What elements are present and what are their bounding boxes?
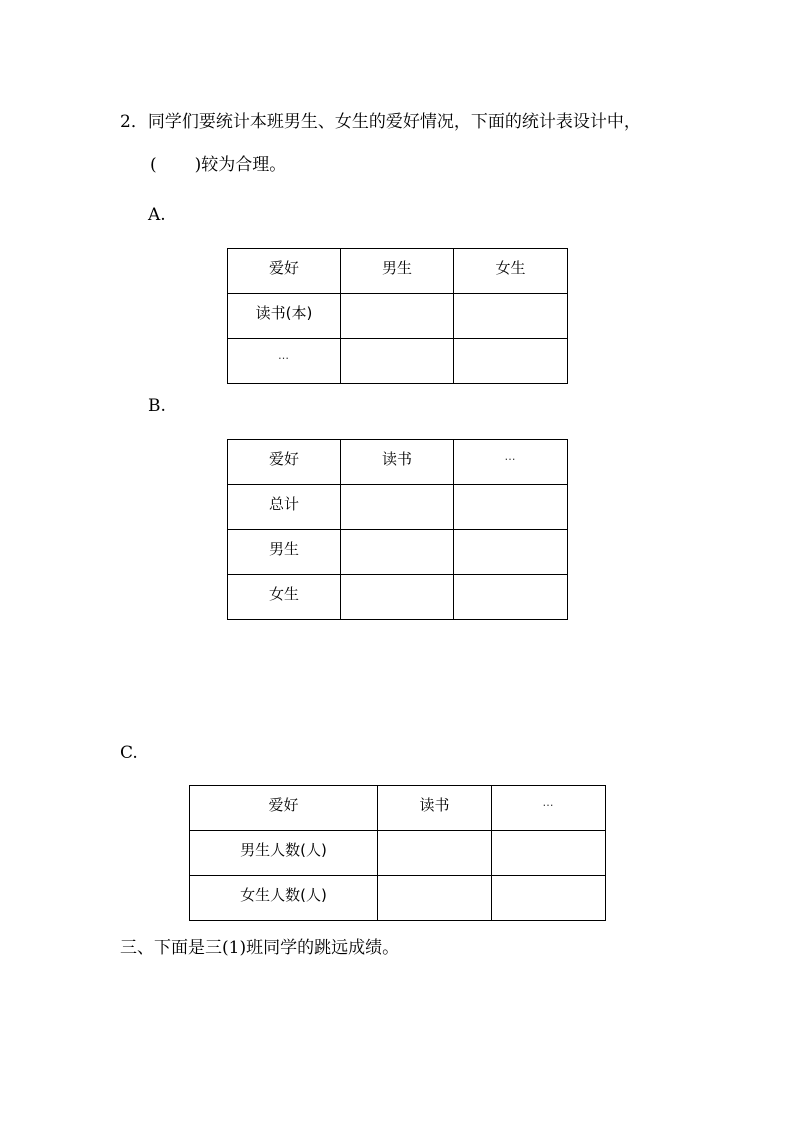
- table-cell: …: [454, 440, 568, 485]
- table-cell: [454, 575, 568, 620]
- option-b-label: B.: [148, 396, 166, 416]
- table-row: [190, 876, 606, 921]
- table-row: [228, 530, 568, 575]
- table-cell: 男生: [228, 530, 341, 575]
- table-cell: 爱好: [228, 440, 341, 485]
- table-cell: 女生人数(人): [190, 876, 378, 921]
- table-cell: 爱好: [190, 786, 378, 831]
- table-cell: [454, 485, 568, 530]
- table-cell: 女生: [228, 575, 341, 620]
- table-row: [190, 786, 606, 831]
- table-cell: [341, 294, 454, 339]
- table-cell: [454, 339, 568, 384]
- table-cell: [492, 876, 606, 921]
- table-cell: [378, 831, 492, 876]
- table-cell: [341, 530, 454, 575]
- option-a-label: A.: [148, 205, 166, 225]
- question-2-line-2: [150, 150, 286, 175]
- paren-open: (: [150, 155, 157, 175]
- question-text: 同学们要统计本班男生、女生的爱好情况，下面的统计表设计中，: [147, 112, 641, 132]
- table-cell: 男生: [341, 249, 454, 294]
- option-c-table: [189, 785, 606, 921]
- table-cell: 女生: [454, 249, 568, 294]
- table-row: [228, 294, 568, 339]
- table-cell: [378, 876, 492, 921]
- option-b-table: [227, 439, 568, 620]
- paren-close: ): [194, 155, 202, 175]
- table-cell: …: [492, 786, 606, 831]
- table-cell: [341, 485, 454, 530]
- question-text-line-2: 较为合理。: [201, 155, 287, 175]
- table-cell: 读书(本): [228, 294, 341, 339]
- table-row: [228, 249, 568, 294]
- question-number: 2: [120, 112, 131, 132]
- option-a-table: [227, 248, 568, 384]
- table-cell: [454, 294, 568, 339]
- table-cell: 总计: [228, 485, 341, 530]
- table-cell: 读书: [378, 786, 492, 831]
- table-cell: 爱好: [228, 249, 341, 294]
- table-cell: [492, 831, 606, 876]
- table-row: [228, 440, 568, 485]
- table-cell: [454, 530, 568, 575]
- question-2-line-1: 2．同学们要统计本班男生、女生的爱好情况，下面的统计表设计中，: [120, 112, 641, 132]
- table-row: [190, 831, 606, 876]
- section-3-heading: 三、下面是三(1)班同学的跳远成绩。: [120, 938, 400, 958]
- table-cell: 读书: [341, 440, 454, 485]
- table-row: [228, 339, 568, 384]
- table-cell: [341, 339, 454, 384]
- table-row: [228, 575, 568, 620]
- option-c-label: C.: [120, 743, 138, 763]
- table-cell: …: [228, 339, 341, 384]
- table-row: [228, 485, 568, 530]
- table-cell: [341, 575, 454, 620]
- table-cell: 男生人数(人): [190, 831, 378, 876]
